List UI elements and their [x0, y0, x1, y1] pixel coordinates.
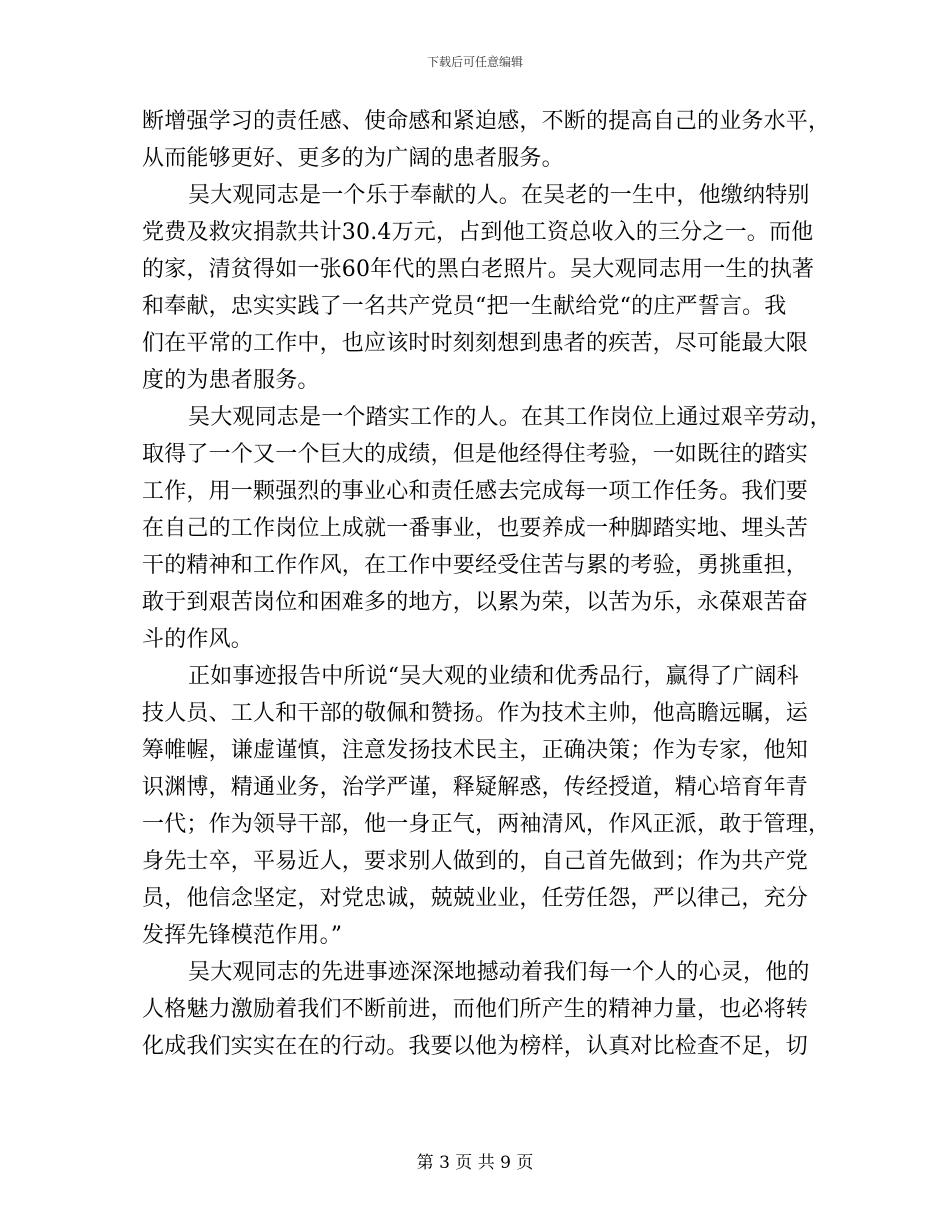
text-line: 的家，清贫得如一张60年代的黑白老照片。吴大观同志用一生的执著: [142, 257, 815, 282]
text-line: 度的为患者服务。: [142, 368, 320, 393]
paragraph: [142, 399, 832, 658]
page-header: 下载后可任意编辑: [426, 55, 523, 69]
text-line: 一代；作为领导干部，他一身正气，两袖清风，作风正派，敢于管理，: [142, 812, 831, 837]
text-line: 发挥先锋模范作用。”: [142, 923, 343, 948]
text-line: 和奉献，忠实实践了一名共产党员“把一生献给党“的庄严誓言。我: [142, 294, 787, 319]
text-line: 技人员、工人和干部的敬佩和赞扬。作为技术主帅，他高瞻远瞩，运: [142, 701, 809, 726]
text-line: 取得了一个又一个巨大的成绩，但是他经得住考验，一如既往的踏实: [142, 442, 809, 467]
text-line: 从而能够更好、更多的为广阔的患者服务。: [142, 146, 564, 171]
text-line: 身先士卒，平易近人，要求别人做到的，自己首先做到；作为共产党: [142, 849, 809, 874]
text-line: 吴大观同志的先进事迹深深地撼动着我们每一个人的心灵，他的: [188, 960, 810, 985]
paragraph: [142, 177, 815, 399]
text-line: 斗的作风。: [142, 627, 254, 652]
text-line: 化成我们实实在在的行动。我要以他为榜样，认真对比检查不足，切: [142, 1034, 809, 1059]
text-line: 正如事迹报告中所说“吴大观的业绩和优秀品行，赢得了广阔科: [188, 664, 799, 689]
text-line: 工作，用一颗强烈的事业心和责任感去完成每一项工作任务。我们要: [142, 479, 809, 504]
text-line: 断增强学习的责任感、使命感和紧迫感，不断的提高自己的业务水平，: [142, 109, 831, 134]
text-line: 敢于到艰苦岗位和困难多的地方，以累为荣，以苦为乐，永葆艰苦奋: [142, 590, 809, 615]
text-line: 在自己的工作岗位上成就一番事业，也要养成一种脚踏实地、埋头苦: [142, 516, 809, 541]
document-body: [142, 103, 832, 1065]
text-line: 识渊博，精通业务，治学严谨，释疑解惑，传经授道，精心培育年青: [142, 775, 809, 800]
text-line: 吴大观同志是一个乐于奉献的人。在吴老的一生中，他缴纳特别: [188, 183, 810, 208]
text-line: 筹帷幄，谦虚谨慎，注意发扬技术民主，正确决策；作为专家，他知: [142, 738, 809, 763]
text-line: 干的精神和工作作风，在工作中要经受住苦与累的考验，勇挑重担，: [142, 553, 809, 578]
text-line: 们在平常的工作中，也应该时时刻刻想到患者的疾苦，尽可能最大限: [142, 331, 809, 356]
paragraph: [142, 103, 831, 177]
paragraph: [142, 658, 831, 954]
text-line: 党费及救灾捐款共计30.4万元，占到他工资总收入的三分之一。而他: [142, 220, 814, 245]
page-number-footer: 第 3 页 共 9 页: [416, 1153, 534, 1173]
text-line: 员，他信念坚定，对党忠诚，兢兢业业，任劳任怨，严以律己，充分: [142, 886, 809, 911]
text-line: 吴大观同志是一个踏实工作的人。在其工作岗位上通过艰辛劳动，: [188, 405, 832, 430]
paragraph: [142, 954, 810, 1065]
text-line: 人格魅力激励着我们不断前进，而他们所产生的精神力量，也必将转: [142, 997, 809, 1022]
